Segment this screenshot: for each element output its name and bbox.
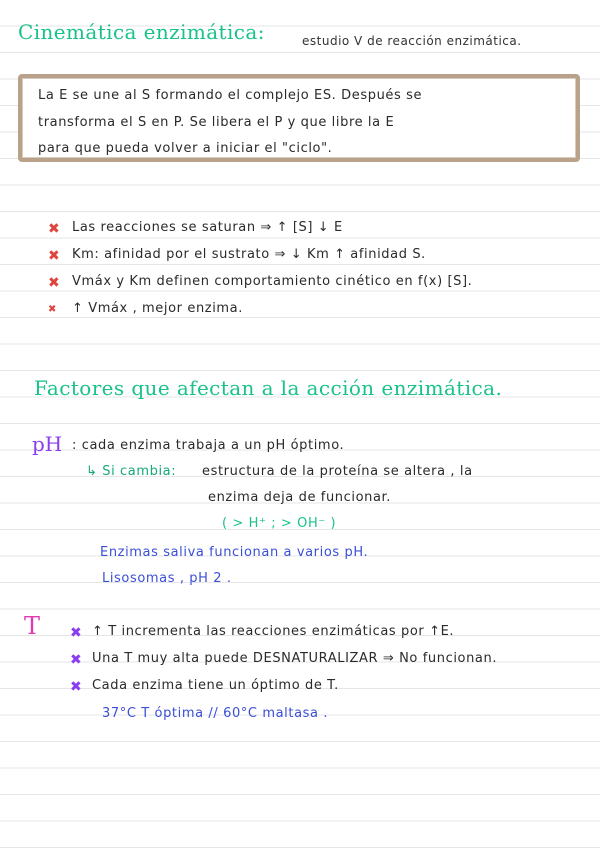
list-item: ↑ T incrementa las reacciones enzimáticas por ↑E. (92, 624, 455, 639)
list-item: Una T muy alta puede DESNATURALIZAR ⇒ No funcionan. (92, 651, 498, 666)
list-item: Km: afinidad por el sustrato ⇒ ↓ Km ↑ afinidad S. (72, 247, 426, 262)
page-subtitle: estudio V de reacción enzimática. (302, 34, 522, 48)
ph-line-3: enzima deja de funcionar. (208, 490, 392, 505)
list-item: Vmáx y Km definen comportamiento cinético en f(x) [S]. (72, 274, 473, 289)
list-item: Las reacciones se saturan ⇒ ↑ [S] ↓ E (72, 220, 343, 235)
temperature-note: 37°C T óptima // 60°C maltasa . (102, 706, 329, 721)
list-item: ↑ Vmáx , mejor enzima. (72, 301, 243, 316)
ph-line-1: : cada enzima trabaja a un pH óptimo. (72, 438, 345, 453)
cross-bullet-icon: ✖ (48, 248, 60, 264)
cross-bullet-icon: ✖ (70, 625, 82, 641)
ph-note-1: Enzimas saliva funcionan a varios pH. (100, 545, 369, 560)
ph-line-2: estructura de la proteína se altera , la (202, 464, 473, 479)
list-item: Cada enzima tiene un óptimo de T. (92, 678, 339, 693)
cross-bullet-icon: ✖ (48, 275, 60, 291)
page-title: Cinemática enzimática: (18, 20, 265, 44)
ph-label: pH (32, 432, 63, 456)
summary-line-3: para que pueda volver a iniciar el "ciclo". (38, 141, 333, 156)
summary-line-1: La E se une al S formando el complejo ES. Después se (38, 88, 423, 103)
ph-line-2-prefix: ↳ Si cambia: (86, 464, 177, 479)
cross-bullet-icon: ✖ (70, 679, 82, 695)
cross-bullet-icon: ✖ (48, 221, 60, 237)
ph-ions: ( > H⁺ ; > OH⁻ ) (222, 516, 337, 531)
temperature-label: T (24, 612, 41, 640)
summary-line-2: transforma el S en P. Se libera el P y que libre la E (38, 115, 395, 130)
cross-bullet-icon: ✖ (70, 652, 82, 668)
summary-box (18, 74, 580, 162)
cross-bullet-icon: ✖ (48, 304, 57, 315)
section-title: Factores que afectan a la acción enzimática. (34, 376, 503, 400)
ph-note-2: Lisosomas , pH 2 . (102, 571, 232, 586)
